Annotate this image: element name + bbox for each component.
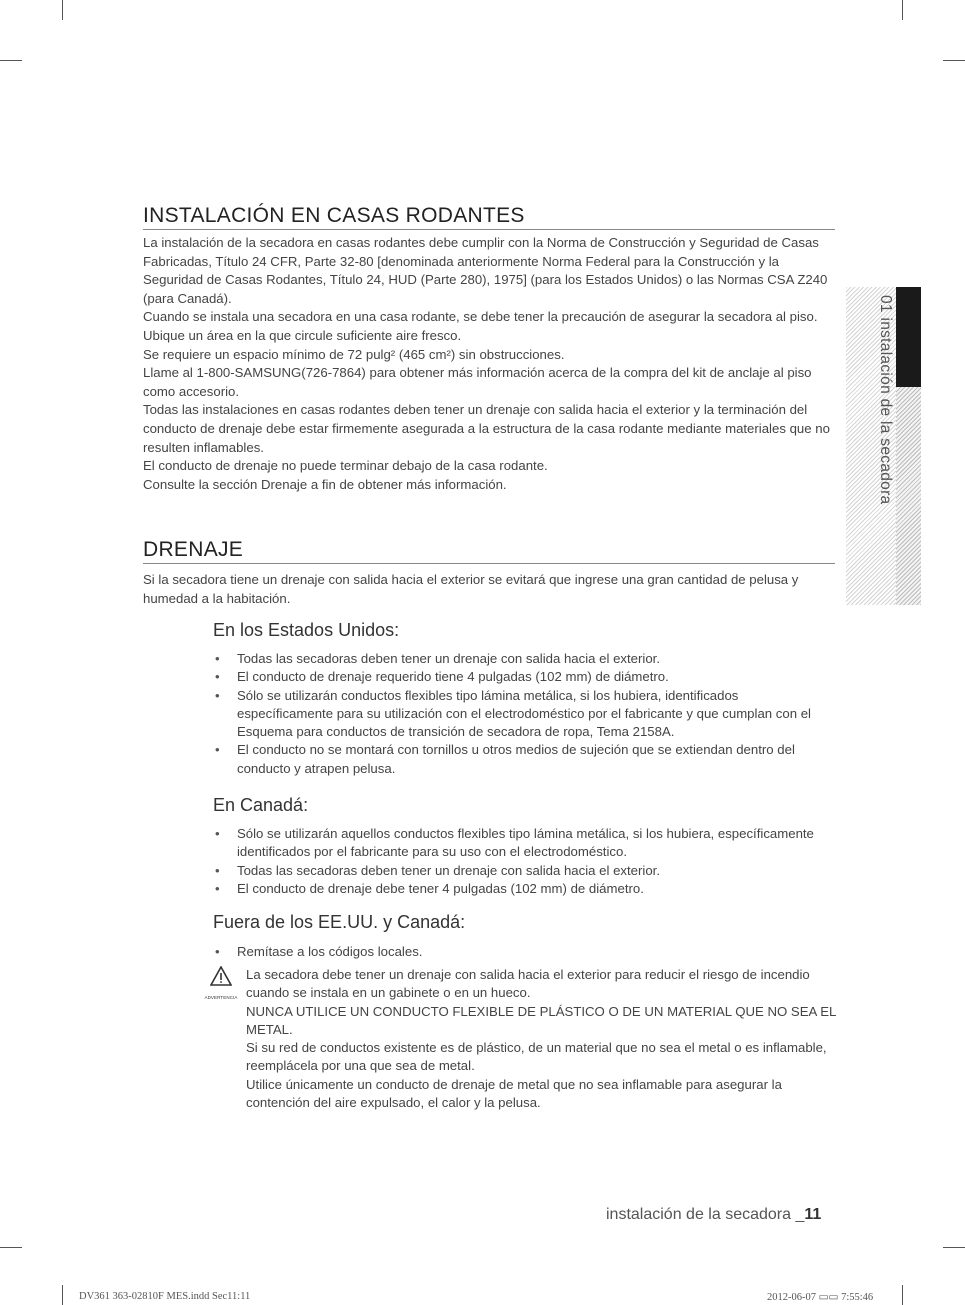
paragraph: La instalación de la secadora en casas rodantes debe cumplir con la Norma de Construcción y Seguridad de Casas Fabricadas, Título 24 CFR, Parte 32-80 [denominada anteriormente Norma Federal para la Construcción y la Seguridad de Casas Rodantes, Título 24, HUD (Parte 280), 1975] (para los Estados Unidos) o las Normas CSA Z240 (para Canadá).	[143, 235, 828, 306]
page-footer	[606, 1206, 821, 1224]
warning-label: ADVERTENCIA	[204, 995, 238, 1001]
list-item: • Todas las secadoras deben tener un drenaje con salida hacia el exterior.	[213, 650, 838, 668]
subheading-canada: En Canadá:	[213, 795, 309, 815]
warning-line: Utilice únicamente un conducto de drenaje de metal que no sea inflamable para asegurar la contención del aire expulsado, el calor y la pelusa.	[246, 1076, 782, 1111]
crop-mark	[943, 1247, 965, 1248]
list-item: • Sólo se utilizarán aquellos conductos flexibles tipo lámina metálica, si los hubiera, específicamente identificados por el fabricante para su uso con el electrodoméstico.	[213, 825, 838, 862]
crop-mark	[0, 1247, 22, 1248]
list-item: • Remítase a los códigos locales.	[213, 943, 838, 961]
paragraph: El conducto de drenaje no puede terminar debajo de la casa rodante.	[143, 458, 548, 474]
chapter-tab	[846, 287, 921, 605]
warning-line: NUNCA UTILICE UN CONDUCTO FLEXIBLE DE PLÁSTICO O DE UN MATERIAL QUE NO SEA EL METAL.	[246, 1003, 836, 1037]
outside-list	[213, 943, 838, 961]
paragraph: Ubique un área en la que circule suficiente aire fresco.	[143, 327, 462, 343]
tab-pattern-dark	[896, 387, 921, 605]
crop-mark	[902, 1285, 903, 1305]
page-number: 11	[804, 1206, 822, 1223]
canada-list	[213, 825, 838, 898]
chapter-tab-label: 01 instalación de la secadora	[877, 295, 894, 505]
paragraph: Se requiere un espacio mínimo de 72 pulg² (465 cm²) sin obstrucciones.	[143, 346, 565, 362]
list-item: • El conducto de drenaje debe tener 4 pulgadas (102 mm) de diámetro.	[213, 880, 838, 898]
crop-mark	[62, 0, 63, 20]
paragraph: Cuando se instala una secadora en una casa rodante, se debe tener la precaución de asegurar la secadora al piso.	[143, 309, 818, 325]
section-title-drainage: DRENAJE	[143, 538, 835, 564]
paragraph: Todas las instalaciones en casas rodantes deben tener un drenaje con salida hacia el exterior y la terminación del conducto de drenaje debe estar firmemente asegurada a la estructura de la casa rodante mediante materiales que no resulten inflamables.	[143, 402, 830, 455]
crop-mark	[62, 1285, 63, 1305]
list-item: • Sólo se utilizarán conductos flexibles tipo lámina metálica, si los hubiera, identificados específicamente para su utilización con el electrodoméstico por el fabricante y que cumplan con el Esquema para conductos de transición de secadora de ropa, Tema 2158A.	[213, 687, 838, 742]
subheading-usa: En los Estados Unidos:	[213, 620, 400, 640]
footer-section-name: instalación de la secadora _	[606, 1206, 805, 1223]
crop-mark	[902, 0, 903, 20]
print-slug-file: DV361 363-02810F MES.indd Sec11:11	[79, 1291, 251, 1302]
list-item: • El conducto de drenaje requerido tiene 4 pulgadas (102 mm) de diámetro.	[213, 668, 838, 686]
paragraph: Llame al 1-800-SAMSUNG(726-7864) para obtener más información acerca de la compra del kit de anclaje al piso como accesorio.	[143, 365, 812, 399]
warning-line: Si su red de conductos existente es de plástico, de un material que no sea el metal o es inflamable, reemplácela por una que sea de metal.	[246, 1040, 827, 1074]
section-title-mobile-homes: INSTALACIÓN EN CASAS RODANTES	[143, 204, 835, 230]
usa-list	[213, 650, 838, 778]
paragraph: Consulte la sección Drenaje a fin de obtener más información.	[143, 476, 507, 492]
warning-text	[246, 966, 846, 1112]
tab-marker	[896, 287, 921, 387]
list-item: • El conducto no se montará con tornillos u otros medios de sujeción que se extiendan dentro del conducto y atrapen pelusa.	[213, 741, 838, 778]
paragraph: Si la secadora tiene un drenaje con salida hacia el exterior se evitará que ingrese una gran cantidad de pelusa y humedad a la habitación.	[143, 572, 799, 606]
crop-mark	[943, 60, 965, 61]
list-item: • Todas las secadoras deben tener un drenaje con salida hacia el exterior.	[213, 862, 838, 880]
print-slug-date: 2012-06-07 ▭▭ 7:55:46	[767, 1292, 874, 1303]
drainage-intro	[143, 571, 835, 608]
mobile-homes-body	[143, 234, 835, 494]
warning-triangle-icon	[201, 966, 241, 1008]
subheading-outside: Fuera de los EE.UU. y Canadá:	[213, 912, 466, 932]
crop-mark	[0, 60, 22, 61]
warning-line: La secadora debe tener un drenaje con salida hacia el exterior para reducir el riesgo de incendio cuando se instala en un gabinete o en un hueco.	[246, 967, 810, 1001]
